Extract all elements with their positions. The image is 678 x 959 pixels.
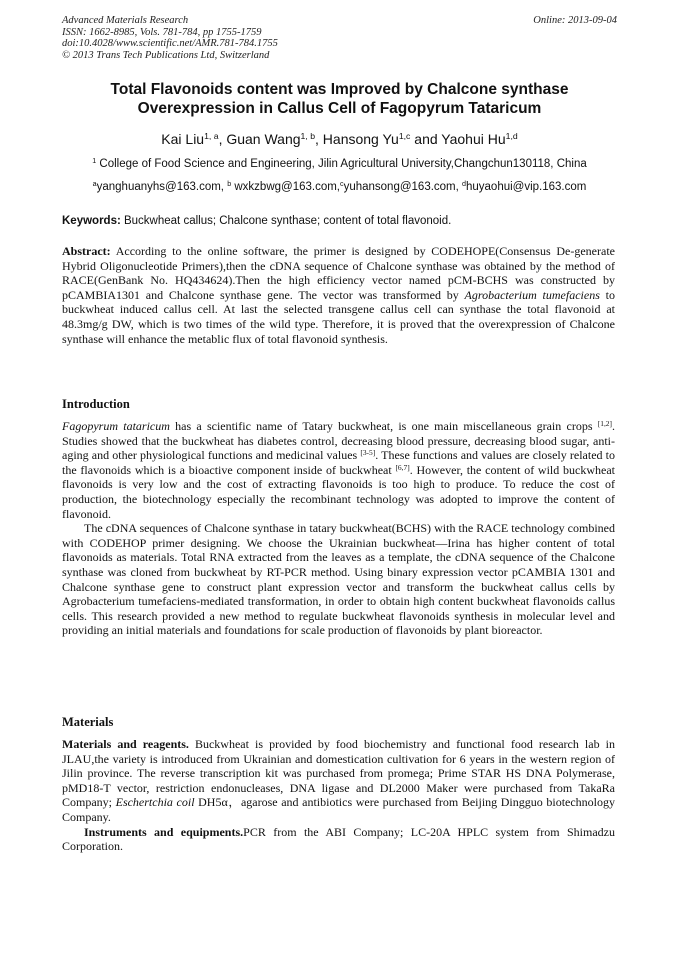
author-name: Kai Liu: [161, 131, 205, 147]
email-sup: a: [92, 180, 97, 189]
journal-name: Advanced Materials Research: [62, 15, 189, 26]
author-name: Yaohui Hu: [441, 131, 506, 147]
introduction-body: [62, 419, 615, 638]
email-link[interactable]: huyaohui@vip.163.com: [466, 181, 587, 193]
abstract-label: Abstract:: [62, 244, 111, 258]
issn-line: ISSN: 1662-8985, Vols. 781-784, pp 1755-1759: [62, 26, 262, 38]
doi-line: doi:10.4028/www.scientific.net/AMR.781-784.1755: [62, 38, 278, 49]
citation[interactable]: [6,7]: [395, 462, 410, 472]
author-name: Hansong Yu: [322, 131, 399, 147]
journal-header: [62, 15, 617, 61]
text-run: Buckwheat is provided by food biochemistry and functional food research lab in JLAU,the variety is introduced from Ukrainian and domestication cultivation for 6 years in the western region of Jilin province. The reverse transcription kit was purchased from promega; Prime STAR HS DNA Polymerase, pMD18-T vector, restriction endonucleases, DNA ligase and DL2000 Maker were purchased from TakaRa Company;: [62, 737, 615, 810]
abstract-italic: Agrobacterium tumefaciens: [464, 287, 600, 302]
materials-heading: Materials: [62, 715, 114, 729]
email-link[interactable]: yanghuanyhs@163.com,: [96, 181, 228, 193]
email-sup: c: [340, 180, 344, 189]
subsection-label: Materials and reagents.: [62, 737, 189, 751]
author-list: Kai Liu$^{1, a}$, Guan Wang$^{1, b}$, Hansong Yu$^{1,c}$ and Yaohui Hu$^{1,d}$: [161, 131, 518, 147]
paragraph: [62, 737, 615, 825]
text-run: . However, the content of wild buckwheat flavonoids is very low and the cost of extracting flavonoids is too high to produce. To reduce the cost of production, the biotechnology especially the recombinant technology was adopted to improve the content of flavonoid.: [62, 462, 615, 521]
email-link[interactable]: wxkzbwg@163.com,: [234, 181, 341, 193]
paper-title: [62, 80, 617, 118]
author-sup: 1, b: [300, 131, 316, 142]
text-run: . These functions and values are closely related to the flavonoids which is a bioactive component inside of buckwheat: [62, 448, 615, 477]
email-list: [62, 180, 617, 194]
affiliation-sup: 1: [92, 157, 97, 166]
materials-body: [62, 737, 615, 854]
online-date: Online: 2013-09-04: [533, 15, 617, 26]
text-run: . Studies showed that the buckwheat has diabetes control, decreasing blood pressure, decreasing blood sugar, anti-aging and other physiological functions and medicinal values: [62, 419, 616, 463]
species-name: Fagopyrum tataricum: [62, 419, 170, 433]
author-sup: 1,c: [398, 131, 411, 142]
author-name: Guan Wang: [226, 131, 301, 147]
abstract: [62, 244, 615, 346]
text-run: PCR from the ABI Company; LC-20A HPLC system from Shimadzu Corporation.: [62, 824, 615, 854]
citation[interactable]: [1,2]: [597, 418, 613, 428]
introduction-heading: Introduction: [62, 397, 130, 411]
author-conjunction: and: [410, 131, 442, 147]
abstract-text: to buckwheat induced callus cell. At last the selected transgene callus cell can synthase the total flavonoid at 48.3mg/g DW, which is two times of the wild type. Therefore, it is proved that the overexpression of Chalcone synthase will enhance the metablic flux of total flavonoid synthesis.: [62, 287, 615, 346]
email-sup: d: [462, 180, 466, 189]
keywords-text: Buckwheat callus; Chalcone synthase; content of total flavonoid.: [120, 215, 452, 227]
paragraph: [62, 825, 615, 854]
affiliation-text: College of Food Science and Engineering, Jilin Agricultural University,Changchun130118, China: [99, 158, 587, 170]
author-sup: 1, a: [204, 131, 219, 142]
copyright-line: © 2013 Trans Tech Publications Ltd, Switzerland: [62, 49, 270, 61]
title-line-1: Total Flavonoids content was Improved by Chalcone synthase: [110, 81, 569, 98]
title-line-2: Overexpression in Callus Cell of Fagopyrum Tataricum: [137, 100, 542, 117]
affiliation: [62, 157, 617, 171]
paragraph: The cDNA sequences of Chalcone synthase in tatary buckwheat(BCHS) with the RACE technology combined with CODEHOP primer designing. We choose the Ukrainian buckwheat—Irina has higher content of total flavonoids as materials. Total RNA extracted from the leaves as a template, the cDNA sequence of the Chalcone synthase was cloned from buckwheat by RT-PCR method. Using binary expression vector pCAMBIA 1301 and Chalcone synthase gene to construct plant expression vector and transform the buckwheat callus cells by Agrobacterium tumefaciens-mediated transformation, in order to obtain high content buckwheat flavonoids callus cells. This research provided a new method to regulate buckwheat flavonoids synthesis in molecular level and providing an initial materials and foundations for scale production of flavonoids by plant bioreactor.: [62, 521, 615, 638]
author-sup: 1,d: [505, 131, 518, 142]
email-sup: b: [227, 180, 232, 189]
email-link[interactable]: yuhansong@163.com,: [343, 181, 463, 193]
keywords: [62, 214, 617, 228]
subsection-label: Instruments and equipments.: [84, 824, 244, 839]
citation[interactable]: [3-5]: [360, 448, 376, 458]
species-name: Eschertchia coil: [115, 795, 195, 810]
text-run: has a scientific name of Tatary buckwheat, is one main miscellaneous grain crops: [169, 419, 598, 433]
paragraph: [62, 419, 615, 521]
keywords-label: Keywords:: [62, 215, 121, 227]
text-run: DH5α，agarose and antibiotics were purchased from Beijing Dingguo biotechnology Company.: [62, 795, 616, 824]
abstract-text: According to the online software, the primer is designed by CODEHOPE(Consensus De-generate Hybrid Oligonucleotide Primers),then the cDNA sequence of Chalcone synthase was obtained by the method of RACE(GenBank No. HQ434624).Then the high efficiency vector named pCM-BCHS was constructed by pCAMBIA1301 and Chalcone synthase gene. The vector was transformed by: [62, 244, 615, 302]
